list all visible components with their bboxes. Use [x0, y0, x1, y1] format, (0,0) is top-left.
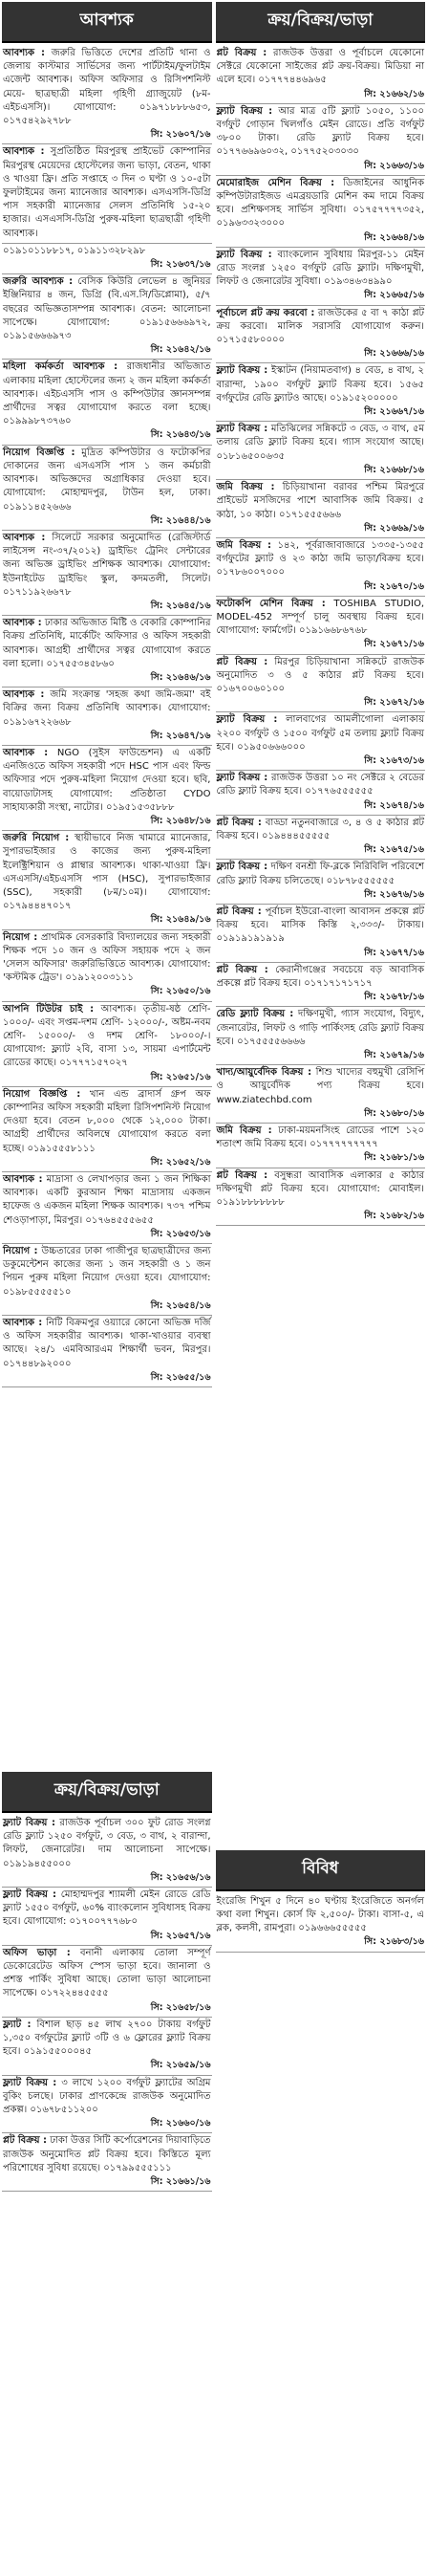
ad-reference-code: সি: ২১৬৫৪/১৬	[150, 1299, 211, 1311]
ad-reference-code: সি: ২১৬৪৮/১৬	[150, 815, 211, 826]
ad-headline: জমি বিক্রয় :	[216, 539, 272, 551]
ad-headline: প্লট বিক্রয় :	[216, 906, 262, 917]
ad-body: প্রাথমিক বেসরকারি বিদ্যালয়ের জন্য সহকারী শিক্ষক পদে ১০ জন ও অফিস সহায়ক পদে ২ জন 'সেলস অফিসার' জরুরিভিত্তিতে আবশ্যক। যোগাযোগ: 'কস্টমিক ট্রেড'। ০১৯১২০০৩১১১	[3, 931, 211, 984]
ad-headline: প্লট বিক্রয় :	[216, 1169, 268, 1181]
ad-headline: আবশ্যক :	[3, 1174, 43, 1186]
ad-reference-code: সি: ২১৬৭৮/১৬	[364, 992, 424, 1003]
ad-reference-code: সি: ২১৬৭৭/১৬	[364, 947, 424, 958]
ad-headline: ফ্ল্যাট বিক্রয় :	[216, 773, 268, 784]
ad-headline: আবশ্যক :	[3, 1318, 43, 1329]
classified-ad	[2, 144, 212, 243]
ad-reference-code: সি: ২১৬৭৯/১৬	[364, 1050, 424, 1061]
classified-ad	[216, 771, 426, 816]
classified-ad	[216, 1124, 426, 1168]
classified-ad	[2, 930, 212, 1002]
ad-body: স্থায়ীভাবে নিজ খামারে ম্যানেজার, সুপারভাইজার ও কাজের জন্য পুরুষ-মহিলা ইলেক্ট্রিশিয়ান ও প্লাম্বার আবশ্যক। থাকা-খাওয়া ফ্রি। এসএসসি/এইচএসসি পাস (HSC), সুপারভাইজার (SSC), সহকারী (৮ম/১০ম)। যোগাযোগ: ০১৭৯৪৪৪৭০১৭	[3, 833, 211, 912]
ad-reference-code: সি: ২১৬৬৯/১৬	[364, 522, 424, 534]
ad-reference-code: সি: ২১৬৭১/১৬	[364, 639, 424, 650]
ad-headline: আবশ্যক :	[3, 618, 42, 629]
ad-reference-code: সি: ২১৬৭৬/১৬	[364, 888, 424, 900]
ad-reference-code: সি: ২১৬৭৪/১৬	[364, 799, 424, 811]
ad-body: শিশু খাদ্যের বহুমুখী রেসিপি ও আয়ুর্বেদিক পণ্য বিক্রয় হবে। www.ziatechbd.com	[216, 1067, 424, 1105]
classified-ad	[216, 306, 426, 364]
ad-reference-code: সি: ২১৬৬১/১৬	[150, 2175, 211, 2187]
ad-reference-code: সি: ২১৬৬৬/১৬	[364, 348, 424, 360]
ad-body: মুদ্রিত কম্পিউটার ও ফটোকপির দোকানের জন্য এসএসসি পাস ১ জন কর্মচারী আবশ্যক। অভিজ্ঞদের অগ্রাধিকার দেওয়া হবে। যোগাযোগ: মোহাম্মদপুর, টাউন হল, ঢাকা। ০১৯১১৪৫২৬৬৬	[3, 447, 211, 513]
classified-ad	[2, 746, 212, 831]
classified-ad	[216, 176, 426, 248]
classified-ad	[2, 1816, 212, 1888]
ad-headline: আবশ্যক :	[3, 689, 45, 701]
classified-ad	[2, 1888, 212, 1946]
ad-headline: জরুরি আবশ্যক :	[3, 276, 74, 288]
ad-reference-code: সি: ২১৬৮৩/১৬	[364, 1936, 424, 1948]
ad-reference-code: সি: ২১৬৫০/১৬	[150, 986, 211, 997]
classified-ad	[216, 905, 426, 963]
ad-headline: মেমোরাইজ মেশিন বিক্রয় :	[216, 177, 335, 188]
ad-body: মতিঝিলের সন্নিকটে ৩ বেড, ৩ বাথ, ৫ম তলায় রেডি ফ্ল্যাট বিক্রয় হবে। গ্যাস সংযোগ আছে। ০১৮১৬৫০০৬৩৫	[216, 424, 424, 462]
left-top-ad-list	[2, 46, 212, 1772]
ad-body: মোহাম্মদপুর শ্যামলী মেইন রোডে রেডি ফ্ল্যাট ১৫৫০ বর্গফুট, ৬০% ব্যাংকলোন সুবিধাসহ বিক্রয় হবে। যোগাযোগ: ০১৭০০৭৭৭৬৮০	[3, 1888, 211, 1928]
ad-headline: নিয়োগ :	[3, 931, 38, 943]
classified-ad	[216, 480, 426, 538]
ad-body: বাড্ডা নতুনবাজারে ৩, ৪ ও ৫ কাঠার প্লট বিক্রয় হবে। ০১৯৪৪৪৫৫৫৫৫	[216, 817, 424, 841]
classified-ad	[2, 2018, 212, 2076]
ad-body: ০১৯১০১১৮৮১৭, ০১৯১১৩২৮২৯৮	[3, 245, 146, 256]
ad-headline: ফটোকপি মেশিন বিক্রয় :	[216, 598, 326, 609]
ad-headline: প্লট বিক্রয় :	[3, 2135, 48, 2147]
classified-ad	[216, 422, 426, 480]
ad-headline: নিয়োগ বিজ্ঞপ্তি :	[3, 1088, 81, 1100]
ad-reference-code: সি: ২১৬৮০/১৬	[364, 1107, 424, 1119]
classified-ad	[2, 2133, 212, 2192]
classified-ad	[216, 597, 426, 655]
ad-headline: ফ্ল্যাট বিক্রয় :	[216, 714, 278, 726]
ad-body: বিশাল ছাড় ৪৫ লাখ ২৭০০ টাকায় বর্গফুট ১,৩৫০ বর্গফুটের ফ্ল্যাট ৩টি ও ৬ ফ্লোরের ফ্ল্যাট বিক্রয় হবে। ০১৯১৫৫০০০৪৫	[3, 2019, 211, 2058]
classified-ad	[2, 831, 212, 929]
section-header-buy-sell-rent-right: ক্রয়/বিক্রয়/ভাড়া	[216, 2, 426, 43]
classified-ad	[216, 712, 426, 771]
ad-reference-code: সি: ২১৬৭৫/১৬	[364, 844, 424, 856]
ad-reference-code: সি: ২১৬৬৮/১৬	[364, 464, 424, 475]
ad-reference-code: সি: ২১৬৫৭/১৬	[150, 1930, 211, 1941]
ad-body: ঢাকা উত্তর সিটি কর্পোরেশনের দিয়াবাড়িতে রাজউক অনুমোদিত প্লট বিক্রয় হবে। কিস্তিতে মূল্য পরিশোধের সুবিধা রয়েছে। ০১৭৯৯৫৫৫১১১	[3, 2135, 211, 2173]
ad-reference-code: সি: ২১৬৫৫/১৬	[150, 1371, 211, 1383]
ad-reference-code: সি: ২১৬৬৪/১৬	[364, 231, 424, 243]
ad-body: ডিজাইনের আধুনিক কম্পিউটারাইজড এমব্রয়ডারি মেশিন কম দামে বিক্রয় হবে। প্রশিক্ষণসহ সার্ভিস সুবিধা। ০১৭৫৭৭৭৭৩৫২, ০১৯৬৩৩২৩০০০	[216, 177, 425, 229]
classified-ad	[2, 1172, 212, 1244]
ad-headline: প্লট বিক্রয় :	[216, 817, 262, 828]
ad-reference-code: সি: ২১৬৮১/১৬	[364, 1152, 424, 1164]
ad-reference-code: সি: ২১৬৫৬/১৬	[150, 1871, 211, 1883]
ad-reference-code: সি: ২১৬৬০/১৬	[150, 2118, 211, 2129]
ad-body: জরুরি ভিত্তিতে দেশের প্রতিটি থানা ও জেলায় কাস্টমার সার্ভিসের জন্য পার্টটাইম/ফুলটাইম এজেন্ট আবশ্যক। অফিস অফিসার ও রিসিপশনিস্ট মেয়ে- ছাত্রছাত্রী মহিলা গৃহিণী গ্র্যাজুয়েট (৮ম-এইচএসসি)। যোগাযোগ: ০১৯৭১৮৮৮৬৫৩, ০১৭৫৪২৯২৭৮৮	[3, 48, 211, 127]
ad-headline: আবশ্যক :	[3, 146, 45, 158]
classified-ad	[216, 1007, 426, 1065]
classified-ad	[2, 1002, 212, 1087]
ad-headline: আবশ্যক :	[3, 48, 46, 58]
ad-headline: আবশ্যক :	[3, 532, 46, 543]
classified-ad	[2, 1316, 212, 1387]
classified-ad	[216, 963, 426, 1008]
classified-ad	[216, 655, 426, 713]
ad-headline: নিয়োগ :	[3, 1246, 38, 1257]
classified-ad	[2, 274, 212, 360]
ad-headline: নিয়োগ বিজ্ঞপ্তি :	[3, 447, 75, 458]
ad-headline: ফ্ল্যাট বিক্রয় :	[216, 365, 268, 377]
ad-body: রাজউক উত্তরা ও পূর্বাচলে যেকোনো সেক্টরে যেকোনো সাইজের প্লট ক্রয়-বিক্রয়। মিডিয়া না এলে হবে। ০১৭৭৭৪৪৬৯৬৫	[216, 48, 424, 86]
ad-headline: ফ্ল্যাট :	[3, 2019, 32, 2030]
ad-body: রাজধানীর অভিজাত এলাকায় মহিলা হোস্টেলের জন্য ২ জন মহিলা কর্মকর্তা আবশ্যক। এইচএসসি পাস ও কম্পিউটার জ্ঞানসম্পন্ন প্রার্থীদের সত্বর যোগাযোগ করতে বলা হচ্ছে। ০১৯৯৯৮৭৩৭৬০	[3, 361, 211, 427]
classified-ad	[2, 1087, 212, 1172]
section-header-misc: বিবিধ	[216, 1850, 426, 1891]
ad-body: দক্ষিণ বনশ্রী ফি-ব্লকে নিরিবিলি পরিবেশে রেডি ফ্ল্যাট বিক্রয় চলিতেছে। ০১৮৭৮৫৫৫৫৫৫	[216, 862, 424, 886]
classified-ad	[2, 46, 212, 144]
classified-ad	[2, 446, 212, 531]
classified-ad	[2, 244, 212, 274]
section-header-buy-sell-rent: ক্রয়/বিক্রয়/ভাড়া	[2, 1772, 212, 1813]
classified-ad	[2, 616, 212, 688]
ad-body: মাদ্রাসা ও লেখাপড়ার জন্য ১ জন শিক্ষিকা আবশ্যক। একটি কুরআন শিক্ষা মাদ্রাসায় একজন হাফেজ ও একজন মহিলা শিক্ষক আবশ্যক। ৭৩৭ পশ্চিম শেওড়াপাড়া, মিরপুর। ০১৭৬৪৫৫৫৬৫৫	[3, 1174, 211, 1226]
ad-body: নিটি বিক্রমপুর ওয়্যারে কোনো অভিজ্ঞ দর্জি ও অফিস সহকারীর আবশ্যক। থাকা-খাওয়ার ব্যবস্থা আছে। ২৪/১ এমবিআরএম শিক্ষার্থী ভবন, মিরপুর। ০১৭৪৪৮৯২০০০	[3, 1318, 211, 1369]
ad-body: উচ্চতারের ঢাকা গাজীপুর ছাত্রছাত্রীদের জন্য ডকুমেন্টেশন কাজের জন্য ১ জন সহকারী ও ১ জন পিয়ন পুরুষ মহিলা নিয়োগ দেওয়া হবে। যোগাযোগ: ০১৯৮৫৫৫৫৫১০	[3, 1246, 211, 1298]
classified-ad	[216, 1894, 426, 1953]
ad-headline: মহিলা কর্মকর্তা আবশ্যক :	[3, 361, 118, 373]
ad-body: জমি সংক্রান্ত 'সহজ কথা জমি-জমা' বই বিক্রির জন্য বিক্রয় প্রতিনিধি আবশ্যক। যোগাযোগ: ০১৯১৬৭২২৬৬৮	[3, 689, 211, 728]
ad-reference-code: সি: ২১৬৪৯/১৬	[150, 914, 211, 926]
ad-body: কেরানীগঞ্জের সবচেয়ে বড় আবাসিক প্রকল্পে প্লট বিক্রয় হবে। ০১৭১৭১৭১৭১৭	[216, 964, 424, 989]
section-header-jobs: আবশ্যক	[2, 2, 212, 43]
right-top-ad-list	[216, 46, 426, 1850]
ad-body: TOSHIBA STUDIO, MODEL-452 সম্পূর্ণ চালু অবস্থায় বিক্রয় হবে। যোগাযোগ: ফার্মগেট। ০১৯১৬৬৮৬৭৬৮	[216, 598, 424, 637]
ad-reference-code: সি: ২১৬৫৮/১৬	[150, 2001, 211, 2013]
ad-body: বেসিক কিউরি লেভেল ৪ জুনিয়র ইঞ্জিনিয়ার ৪ জন, ডিগ্রি (বি.এস.সি/ডিপ্লোমা), ৫/৭ বছরের অভিজ্ঞতাসম্পন্ন আবশ্যক। বেতন: আলোচনা সাপেক্ষে। যোগাযোগ: ০১৯১৫৬৬৬৯৭২, ০১৯১৫৬৬৬৯৭৩	[3, 276, 211, 342]
classified-ad	[2, 360, 212, 445]
ad-body: আর মাত্র ৫টি ফ্ল্যাট ১০৫০, ১১০০ বর্গফুট গোড়ান খিলগাঁও মেইন রোডে। প্রতি বর্গফুট ৩৮০০ টাকা। রেডি ফ্ল্যাট বিক্রয় হবে। ০১৭৭৬৬৯৬০৩২, ০১৭৭৫২০৩০৩০	[216, 105, 424, 158]
ad-headline: ফ্ল্যাট বিক্রয় :	[3, 1817, 55, 1828]
classified-ad	[216, 248, 426, 306]
ad-headline: অফিস ভাড়া :	[3, 1947, 71, 1958]
ad-headline: প্লট বিক্রয় :	[216, 656, 268, 667]
ad-body: মিরপুর চিড়িয়াখানা সন্নিকটে রাজউক অনুমোদিত ৩ ও ৫ কাঠার প্লট বিক্রয় হবে। ০১৬৭০০৬০১০০	[216, 656, 424, 694]
classified-ad	[216, 1168, 426, 1227]
ad-reference-code: সি: ২১৬৩৭/১৬	[150, 259, 211, 271]
ad-body: পূর্বাচল ইউরো-বাংলা আবাসন প্রকল্পে প্লট বিক্রয় হবে। মাসিক কিস্তি ২,৩৩৩/- টাকায়। ০১৯১৯১৯১৯১৯	[216, 906, 424, 945]
ad-headline: ফ্ল্যাট বিক্রয় :	[216, 862, 268, 873]
ad-headline: পূর্বাচলে প্লট ক্রয় করবো :	[216, 307, 315, 318]
ad-body: রাজউকের ৫ বা ৭ কাঠা প্লট ক্রয় করবো। মালিক সরাসরি যোগাযোগ করুন। ০১৭১৫৫৮০০০০	[216, 307, 424, 346]
ad-body: ইংরেজি শিখুন ৫ দিনে ৪০ ঘণ্টায় ইংরেজিতে অনর্গল কথা বলা শিখুন। কোর্স ফি ২,৫০০/- টাকা। বাসা-৫, এ ব্লক, কলসী, রামপুরা। ০১৯৬৬৬৫৫৫৫৫	[216, 1895, 424, 1934]
ad-reference-code: সি: ২১৬৬৫/১৬	[364, 290, 424, 301]
classified-ad	[216, 538, 426, 597]
ad-headline: ফ্ল্যাট বিক্রয় :	[216, 105, 273, 117]
ad-headline: জরুরি নিয়োগ :	[3, 833, 70, 844]
ad-headline: জমি বিক্রয় :	[216, 1125, 272, 1137]
ad-body: বনানী এলাকায় তোলা সম্পূর্ণ ডেকোরেটেড অফিস স্পেস ভাড়া হবে। জানালা ও প্রশস্ত পার্কিং সুবিধা আছে। তোলা ভাড়া আলোচনা সাপেক্ষে। ০১৭২২৪৪৫৫৫৫	[3, 1947, 211, 1999]
ad-headline: আপনি টিউটর চাই :	[3, 1003, 95, 1015]
ad-reference-code: সি: ২১৬৪৩/১৬	[150, 429, 211, 441]
ad-body: খান এন্ড ব্রাদার্স গ্রুপ অফ কোম্পানির অফিস সহকারী মহিলা রিসিপশনিস্ট নিয়োগ দেওয়া হবে। বেতন ৮,০০০ থেকে ১২,০০০ টাকা। আগ্রহী প্রার্থীদের অবিলম্বে যোগাযোগ করতে বলা হচ্ছে। ০১৯১৫৫৫৮১১১	[3, 1088, 211, 1154]
ad-headline: ফ্ল্যাট বিক্রয় :	[216, 424, 268, 435]
ad-body: ব্যাংকলোন সুবিধায় মিরপুর-১১ মেইন রোড সংলগ্ন ১২৫০ বর্গফুট রেডি ফ্ল্যাট। দক্ষিণমুখী, লিফট ও জেনারেটর সুবিধা। ০১৯৩৪৬৩৪৯৯০	[216, 249, 424, 288]
ad-headline: রেডি ফ্ল্যাট বিক্রয় :	[216, 1009, 294, 1020]
classified-ad	[216, 1065, 426, 1124]
ad-body: ঢাকার অভিজাত মিষ্টি ও বেকারি কোম্পানির বিক্রয় প্রতিনিধি, মার্কেটিং অফিসার ও অফিস সহকারী আবশ্যক। আগ্রহী প্রার্থীদের সত্বর যোগাযোগ করতে বলা হলো। ০১৭৫৫৩৪৫৮৬০	[3, 618, 211, 669]
ad-reference-code: সি: ২১৬৭৩/১৬	[364, 754, 424, 766]
right-column	[216, 2, 426, 2576]
classified-ad	[216, 860, 426, 905]
classified-ad	[2, 688, 212, 746]
ad-reference-code: সি: ২১৬৫৩/১৬	[150, 1228, 211, 1239]
classified-ad	[2, 2076, 212, 2134]
classified-ad	[2, 531, 212, 616]
ad-headline: ফ্ল্যাট বিক্রয় :	[3, 1888, 56, 1900]
ad-reference-code: সি: ২১৬৬৭/১৬	[364, 406, 424, 418]
classified-ad	[216, 363, 426, 422]
ad-body: NGO (সুইস ফাউন্ডেশন) এ একটি এনজিওতে অফিস সহকারী পদে HSC পাস এবং ফিল্ড অফিসার পদে পুরুষ-মহিলা নিয়োগ দেওয়া হবে। ছবি, বায়োডাটাসহ যোগাযোগ: প্রতিষ্ঠাতা CYDO সাহায্যকারী সংস্থা, নাটোর। ০১৯৫১৫৩৫৮৮৮	[3, 747, 211, 813]
ad-reference-code: সি: ২১৬৫২/১৬	[150, 1156, 211, 1168]
ad-headline: খাদ্য/আয়ুর্বেদিক বিক্রয় :	[216, 1067, 312, 1079]
ad-body: চিড়িয়াখানা বরাবর পশ্চিম মিরপুরে প্রাইভেট মসজিদের পাশে আবাসিক জমি বিক্রয়। ৫ কাঠা, ১০ কাঠা। ০১৭১৫৫৫৬৬৬	[216, 482, 424, 520]
ad-body: ঢাকা-ময়মনসিংহ রোডের পাশে ১২০ শতাংশ জমি বিক্রয় হবে। ০১৭৭৭৭৭৭৭৭৭	[216, 1125, 424, 1150]
ad-reference-code: সি: ২১৬৭২/১৬	[364, 697, 424, 709]
ad-reference-code: সি: ২১৬৫৯/১৬	[150, 2060, 211, 2071]
classified-ad	[216, 816, 426, 861]
ad-reference-code: সি: ২১৬৬৩/১৬	[364, 160, 424, 171]
ad-body: ৩ লাখে ১২০০ বর্গফুট ফ্ল্যাটের অগ্রিম বুকিং চলছে। ঢাকার প্রাণকেন্দ্রে রাজউক অনুমোদিত প্রকল্প। ০১৬৭৮৫১১২০০	[3, 2077, 211, 2115]
ad-body: ১৪২, পূর্বরাজাবাজারে ১৩৩৫-১৩৫৫ বর্গফুটের ফ্ল্যাট ও ২৩ কাঠা জমি ভাড়া/বিক্রয় হবে। ০১৭৮৬০০৭০০০	[216, 539, 424, 579]
ad-body: আবশ্যক। তৃতীয়-ষষ্ঠ শ্রেণি- ১০০০/- এবং সপ্তম-দশম শ্রেণি- ১২০০০/-, অষ্টম-নবম শ্রেণি- ১৫০০০/- ও দশম শ্রেণি- ১৮০০০/-। যোগাযোগ: ফ্ল্যাট ২বি, বাসা ১৩, সায়মা এপার্টমেন্ট রোডের কাছে। ০১৭৭৭১৫৭০২৭	[3, 1003, 211, 1069]
ad-body: বসুন্ধরা আবাসিক এলাকার ৫ কাঠার দক্ষিণমুখী প্লট বিক্রয় হবে। যোগাযোগ: মোবাইল। ০১৯১৮৮৮৮৮৮৮	[216, 1169, 425, 1209]
ad-reference-code: সি: ২১৬৪৭/১৬	[150, 730, 211, 741]
ad-body: ইস্কাটন (নিয়ামতবাগ) ৪ বেড, ৪ বাথ, ২ বারান্দা, ১৯০০ বর্গফুট ফ্ল্যাট বিক্রয় হবে। ১৫৬৫ বর্গফুটের রেডি ফ্ল্যাটও আছে। ০১৯১৫২০০০০০	[216, 365, 424, 404]
ad-headline: আবশ্যক :	[3, 747, 49, 758]
ad-reference-code: সি: ২১৬৫১/১৬	[150, 1071, 211, 1082]
ad-headline: প্লট বিক্রয় :	[216, 48, 267, 58]
classified-ad	[2, 1244, 212, 1316]
ad-body: দক্ষিণমুখী, গ্যাস সংযোগ, বিদ্যুৎ, জেনারেটর, লিফট ও গাড়ি পার্কিংসহ রেডি ফ্ল্যাট বিক্রয় হবে। ০১৭৫৫৫৫৬৬৬৬	[216, 1009, 424, 1047]
right-bottom-ad-list	[216, 1894, 426, 2576]
ad-body: সিলেটে সরকার অনুমোদিত (রেজিস্টার্ড লাইসেন্স নং-৩৭/২০১২) ড্রাইভিং ট্রেনিং সেন্টারের জন্য অভিজ্ঞ ড্রাইভিং প্রশিক্ষক আবশ্যক। যোগাযোগ: ইউনাইটেড ড্রাইভিং স্কুল, কদমতলী, সিলেট। ০১৭১১৯২৬৬৭৮	[3, 532, 211, 598]
classified-ad	[2, 1946, 212, 2018]
ad-reference-code: সি: ২১৬৬২/১৬	[364, 88, 424, 99]
ad-reference-code: সি: ২১৬৭০/১৬	[364, 580, 424, 592]
ad-reference-code: সি: ২১৬৪৬/১৬	[150, 671, 211, 683]
classified-ad	[216, 104, 426, 176]
ad-body: সুপ্রতিষ্ঠিত মিরপুরস্থ প্রাইভেট কোম্পানির মিরপুরস্থ মেয়েদের হোস্টেলের জন্য ভাড়া, বেতন, থাকা ও খাওয়া ফ্রি। প্রতি সপ্তাহে ৩ দিন ৩ ঘণ্টা ও ১০-৫টা ফুলটাইমের জন্য ম্যানেজার আবশ্যক। এসএসসি-ডিগ্রি পাস সহকারী ম্যানেজার সেলস প্রতিনিধি ১৫-২০ হাজার। এসএসসি-ডিগ্রি পুরুষ-মহিলা ছাত্রছাত্রী গৃহিণী আবশ্যক।	[3, 146, 211, 239]
ad-headline: ফ্ল্যাট বিক্রয় :	[216, 249, 272, 260]
ad-reference-code: সি: ২১৬৪৫/১৬	[150, 600, 211, 611]
ad-headline: ফ্ল্যাট বিক্রয় :	[3, 2077, 57, 2088]
ad-reference-code: সি: ২১৬৪৪/১৬	[150, 514, 211, 526]
ad-body: লালবাগের আমলীগোলা এলাকায় ২২০০ বর্গফুট ও ১৫০০ বর্গফুট ৫ম তলায় ফ্ল্যাট বিক্রয় হবে। ০১৯৫০৬৬৬০০০	[216, 714, 424, 753]
ad-headline: প্লট বিক্রয় :	[216, 964, 268, 975]
ad-reference-code: সি: ২১৬৪২/১৬	[150, 344, 211, 356]
left-bottom-ad-list	[2, 1816, 212, 2576]
ad-headline: জমি বিক্রয় :	[216, 482, 275, 493]
left-column	[2, 2, 212, 2576]
ad-body: রাজউক উত্তরা ১০ নং সেক্টরে ২ বেডের রেডি ফ্ল্যাট বিক্রয় হবে। ০১৭৭৬৫৫৫৫৫৫	[216, 773, 424, 797]
classified-ad	[216, 46, 426, 104]
ad-reference-code: সি: ২১৬৮২/১৬	[364, 1211, 424, 1222]
ad-reference-code: সি: ২১৬০৭/১৬	[150, 129, 211, 141]
ad-body: রাজউক পূর্বাচল ৩০০ ফুট রোড সংলগ্ন রেডি ফ্ল্যাট ১২৫০ বর্গফুট, ৩ বেড, ৩ বাথ, ২ বারান্দা, লিফট, জেনারেটর। দাম আলোচনা সাপেক্ষে। ০১৯১৯৪৫৫০০০	[3, 1817, 211, 1869]
